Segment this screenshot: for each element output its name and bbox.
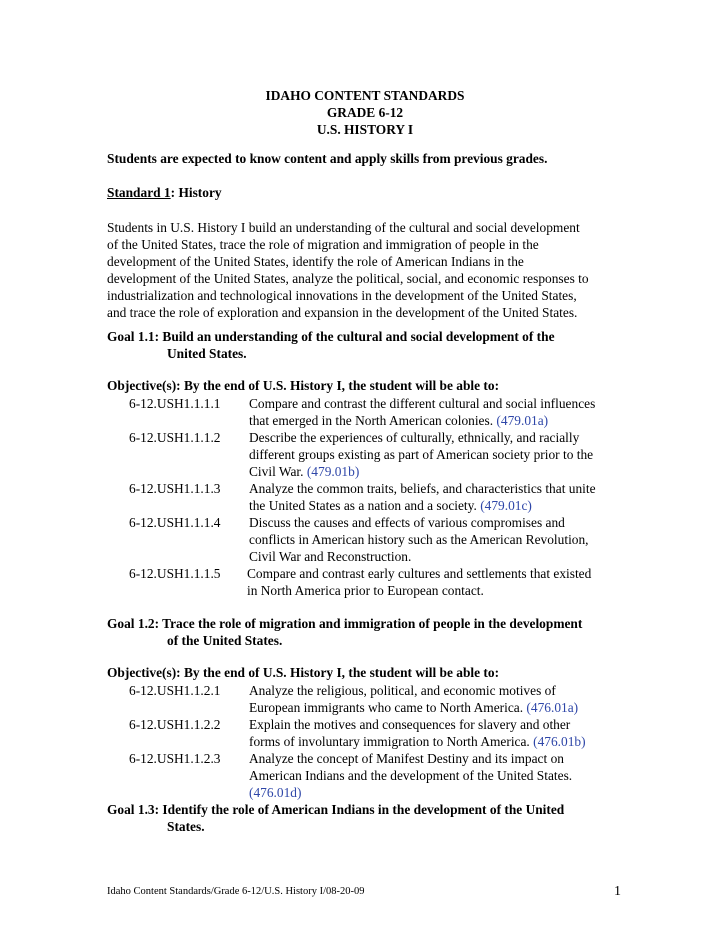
objective-text: Discuss the causes and effects of various compromises and — [249, 515, 565, 530]
objective-text: European immigrants who came to North America. — [249, 700, 524, 715]
reference-code: (476.01a) — [526, 700, 579, 715]
objective-heading: Objective(s): By the end of U.S. History I, the student will be able to: — [107, 378, 500, 393]
intro-line: Students in U.S. History I build an understanding of the cultural and social development — [107, 220, 580, 235]
objective-description — [249, 514, 629, 565]
page-number: 1 — [614, 884, 621, 899]
goal-1-2-heading — [107, 615, 582, 649]
objective-text: forms of involuntary immigration to North America. — [249, 734, 530, 749]
objective-code: 6-12.USH1.1.1.1 — [129, 396, 221, 411]
objective-text: Compare and contrast early cultures and settlements that existed — [247, 566, 592, 581]
objective-description — [249, 682, 629, 716]
objective-text: Analyze the common traits, beliefs, and characteristics that unite — [249, 481, 596, 496]
intro-line: and trace the role of exploration and expansion in the development of the United States. — [107, 305, 578, 320]
intro-line: development of the United States, identify the role of American Indians in the — [107, 254, 524, 269]
lead-statement: Students are expected to know content and apply skills from previous grades. — [107, 151, 548, 166]
reference-code: (479.01c) — [480, 498, 532, 513]
objective-code: 6-12.USH1.1.2.3 — [129, 751, 221, 766]
goal-line: United States. — [167, 346, 247, 361]
objective-description — [249, 395, 629, 429]
objective-text: different groups existing as part of American society prior to the — [249, 447, 594, 462]
goal-1-1-heading — [107, 328, 555, 362]
objective-text: Civil War and Reconstruction. — [249, 549, 412, 564]
standard-title: : History — [170, 185, 222, 200]
objective-text: Civil War. — [249, 464, 304, 479]
objective-description — [249, 750, 629, 801]
intro-paragraph — [107, 219, 627, 321]
standard-heading — [107, 185, 222, 201]
document-header — [0, 87, 728, 138]
objective-text: Analyze the religious, political, and economic motives of — [249, 683, 556, 698]
goal-line: of the United States. — [167, 633, 283, 648]
reference-code: (476.01d) — [249, 785, 302, 800]
intro-line: of the United States, trace the role of migration and immigration of people in the — [107, 237, 539, 252]
objective-description — [249, 716, 629, 750]
objective-text: American Indians and the development of the United States. — [249, 768, 573, 783]
header-line-2: GRADE 6-12 — [326, 105, 404, 120]
reference-code: (479.01b) — [306, 464, 360, 479]
goal-1-3-heading — [107, 801, 564, 835]
objective-text: Describe the experiences of culturally, ethnically, and racially — [249, 430, 580, 445]
objective-code: 6-12.USH1.1.1.3 — [129, 481, 221, 496]
header-line-3: U.S. HISTORY I — [316, 122, 414, 137]
objective-heading: Objective(s): By the end of U.S. History I, the student will be able to: — [107, 665, 500, 680]
objective-text: Compare and contrast the different cultural and social influences — [249, 396, 596, 411]
goal-line: Goal 1.1: Build an understanding of the cultural and social development of the — [107, 329, 555, 344]
objective-code: 6-12.USH1.1.1.2 — [129, 430, 221, 445]
goal-line: Goal 1.2: Trace the role of migration and immigration of people in the development — [107, 616, 583, 631]
objective-description — [247, 565, 627, 599]
reference-code: (476.01b) — [533, 734, 586, 749]
objective-description — [249, 480, 629, 514]
objective-text: the United States as a nation and a society. — [249, 498, 477, 513]
intro-line: industrialization and technological innovations in the development of the United States, — [107, 288, 577, 303]
intro-line: development of the United States, analyze the political, social, and economic responses to — [107, 271, 589, 286]
objective-text: Analyze the concept of Manifest Destiny and its impact on — [249, 751, 564, 766]
objective-text: conflicts in American history such as the American Revolution, — [249, 532, 589, 547]
objective-code: 6-12.USH1.1.2.2 — [129, 717, 221, 732]
reference-code: (479.01a) — [496, 413, 549, 428]
standard-label: Standard 1 — [107, 185, 171, 200]
objective-text: Explain the motives and consequences for slavery and other — [249, 717, 571, 732]
objective-code: 6-12.USH1.1.2.1 — [129, 683, 221, 698]
goal-line: States. — [167, 819, 205, 834]
objective-text: that emerged in the North American colonies. — [249, 413, 494, 428]
objective-description — [249, 429, 629, 480]
objective-code: 6-12.USH1.1.1.5 — [129, 566, 221, 581]
page-footer: Idaho Content Standards/Grade 6-12/U.S. History I/08-20-09 — [107, 886, 365, 897]
objective-code: 6-12.USH1.1.1.4 — [129, 515, 221, 530]
header-line-1: IDAHO CONTENT STANDARDS — [265, 88, 465, 103]
goal-line: Goal 1.3: Identify the role of American Indians in the development of the United — [107, 802, 565, 817]
objective-text: in North America prior to European contact. — [247, 583, 484, 598]
